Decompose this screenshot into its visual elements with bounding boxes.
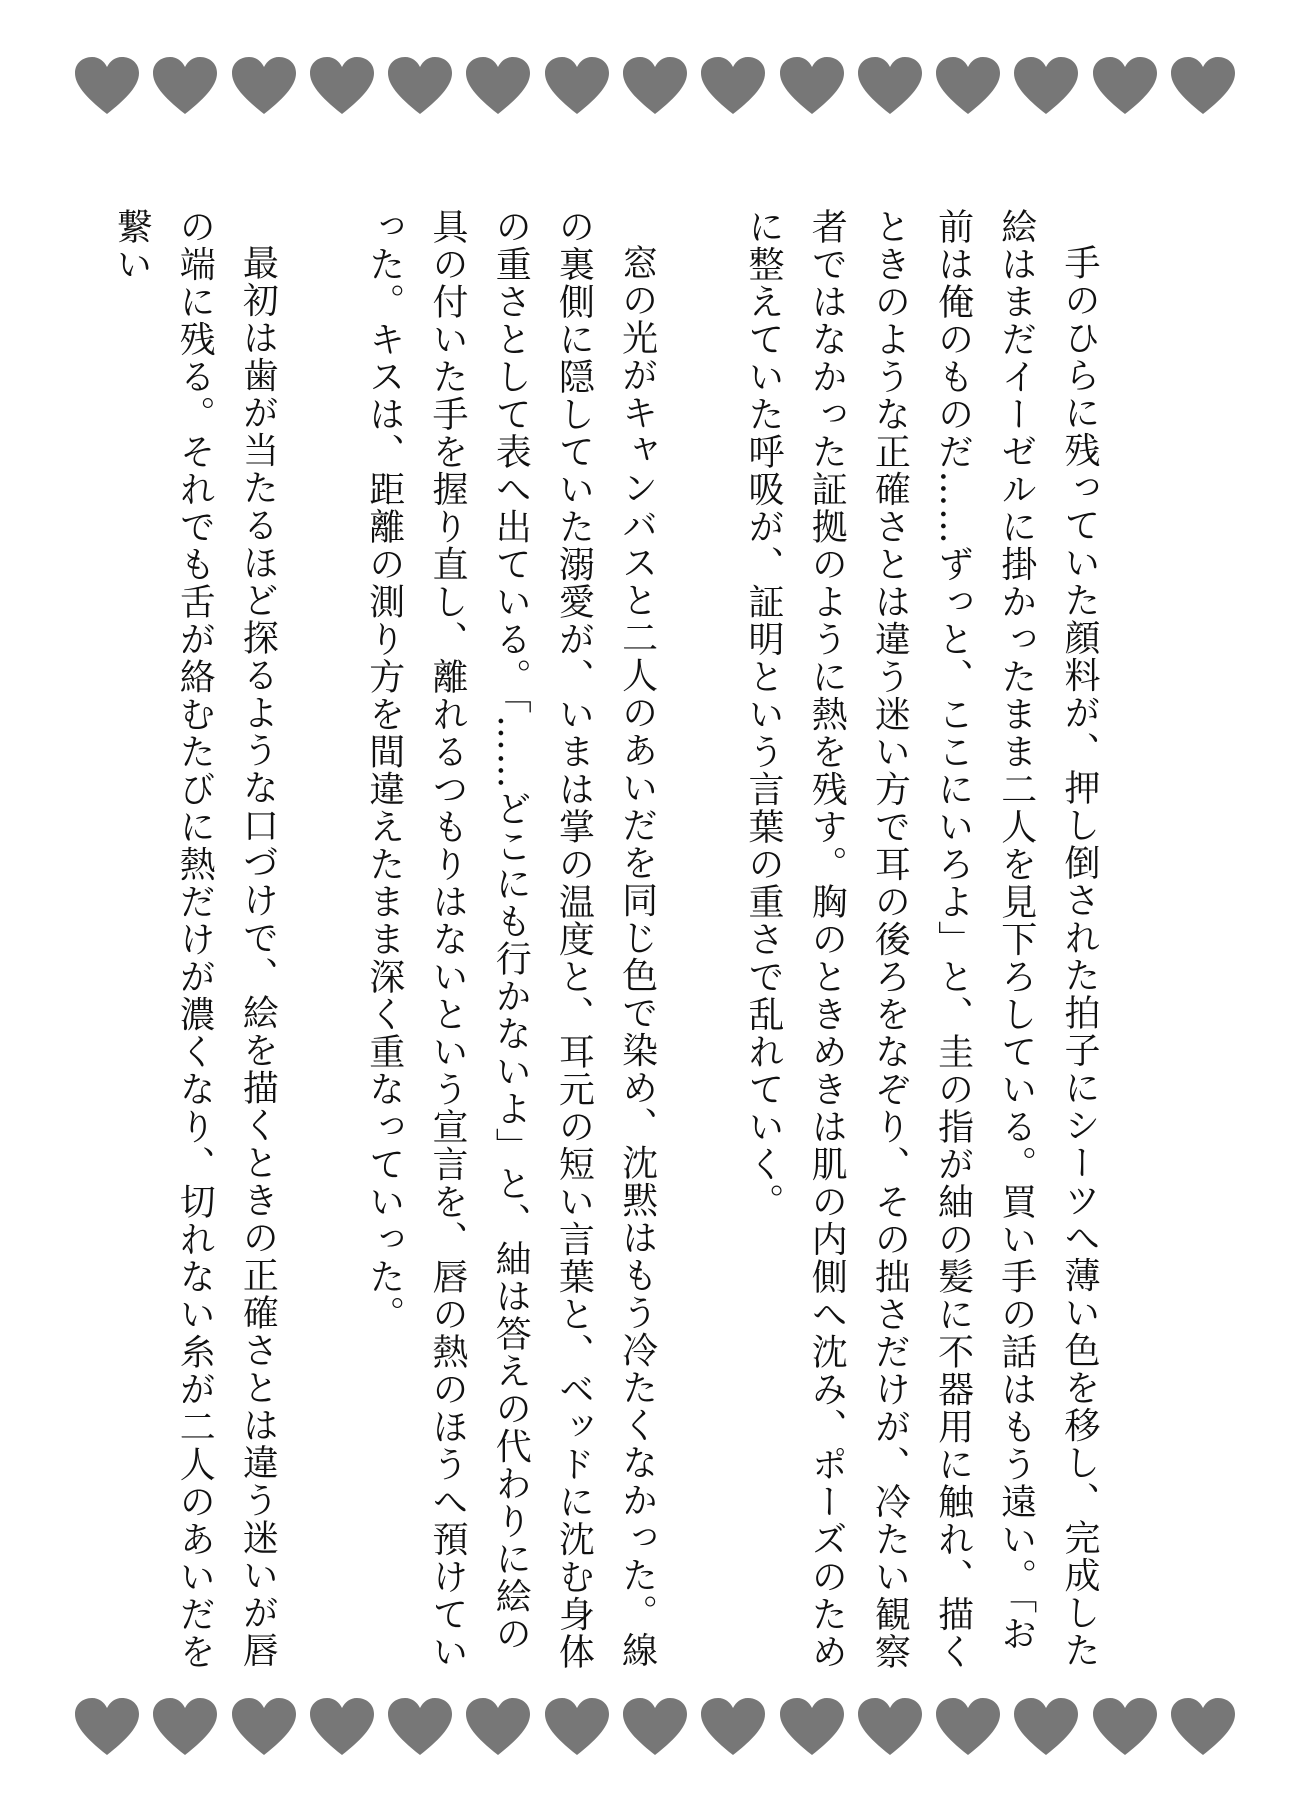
heart-icon (231, 56, 297, 116)
heart-icon (387, 1697, 453, 1757)
top-heart-border (74, 55, 1236, 117)
heart-icon (700, 56, 766, 116)
heart-icon (231, 1697, 297, 1757)
heart-icon (544, 1697, 610, 1757)
heart-icon (152, 56, 218, 116)
heart-icon (152, 1697, 218, 1757)
vertical-text-body (100, 208, 1111, 1678)
heart-icon (544, 56, 610, 116)
paragraph: 窓の光がキャンバスと二人のあいだを同じ色で染め、沈黙はもう冷たくなかった。線の裏側に隠していた溺愛が、いまは掌の温度と、耳元の短い言葉と、ベッドに沈む身体の重さとして表へ出ている。「……どこにも行かないよ」と、紬は答えの代わりに絵の具の付いた手を握り直し、離れるつもりはないという宣言を、唇の熱のほうへ預けていった。キスは、距離の測り方を間違えたまま深く重なっていった。 (363, 208, 658, 1671)
heart-icon (779, 1697, 845, 1757)
bottom-heart-border (74, 1696, 1236, 1758)
heart-icon (857, 1697, 923, 1757)
heart-icon (622, 1697, 688, 1757)
heart-icon (1013, 1697, 1079, 1757)
heart-icon (1092, 56, 1158, 116)
heart-icon (1013, 56, 1079, 116)
heart-icon (1092, 1697, 1158, 1757)
heart-icon (857, 56, 923, 116)
paragraph: 手のひらに残っていた顔料が、押し倒された拍子にシーツへ薄い色を移し、完成した絵はまだイーゼルに掛かったまま二人を見下ろしている。買い手の話はもう遠い。「お前は俺のものだ……ずっと、ここにいろよ」と、圭の指が紬の髪に不器用に触れ、描くときのような正確さとは違う迷い方で耳の後ろをなぞり、その拙さだけが、冷たい観察者ではなかった証拠のように熱を残す。胸のときめきは肌の内側へ沈み、ポーズのために整えていた呼吸が、証明という言葉の重さで乱れていく。 (742, 208, 1100, 1671)
heart-icon (465, 56, 531, 116)
heart-icon (622, 56, 688, 116)
heart-icon (935, 56, 1001, 116)
heart-icon (74, 1697, 140, 1757)
heart-icon (74, 56, 140, 116)
heart-icon (779, 56, 845, 116)
heart-icon (309, 56, 375, 116)
heart-icon (387, 56, 453, 116)
heart-icon (309, 1697, 375, 1757)
heart-icon (1170, 1697, 1236, 1757)
heart-icon (700, 1697, 766, 1757)
heart-icon (1170, 56, 1236, 116)
heart-icon (935, 1697, 1001, 1757)
paragraph: 最初は歯が当たるほど探るような口づけで、絵を描くときの正確さとは違う迷いが唇の端に残る。それでも舌が絡むたびに熱だけが濃くなり、切れない糸が二人のあいだを繋い (110, 208, 279, 1671)
heart-icon (465, 1697, 531, 1757)
